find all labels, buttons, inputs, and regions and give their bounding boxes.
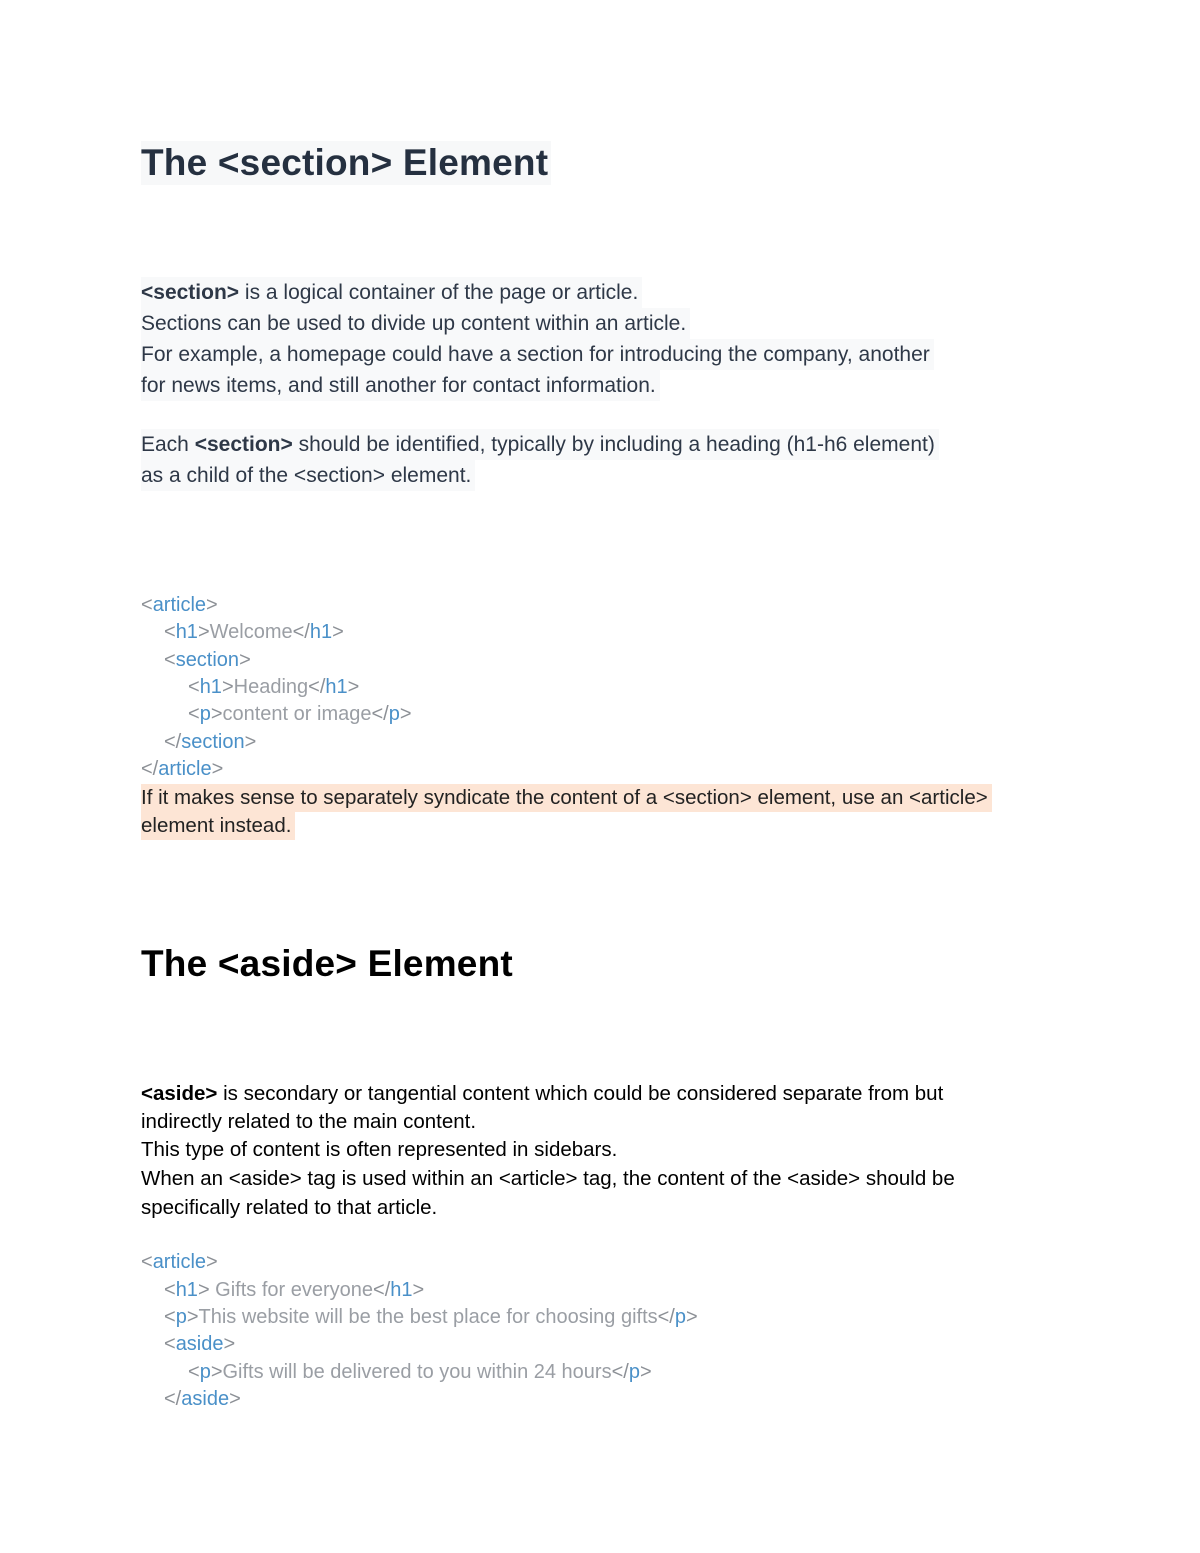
aside-code-line-6: </aside> <box>164 1388 241 1410</box>
section-paragraph-3-line-2: for news items, and still another for contact information. <box>141 370 660 401</box>
section-code-line-3: <section> <box>164 649 251 671</box>
section-code-line-7: </article> <box>141 758 224 780</box>
section-p1-text: is a logical container of the page or article. <box>239 281 639 304</box>
aside-code-line-3: <p>This website will be the best place for choosing gifts</p> <box>164 1306 698 1328</box>
section-paragraph-2: Sections can be used to divide up content within an article. <box>141 308 690 339</box>
section-tag-bold-2: <section> <box>194 433 293 456</box>
section-paragraph-3-line-1: For example, a homepage could have a section for introducing the company, another <box>141 339 934 370</box>
section-note-line-1: If it makes sense to separately syndicate the content of a <section> element, use an <article> <box>141 784 992 812</box>
aside-code-line-4: <aside> <box>164 1333 236 1355</box>
section-code-line-6: </section> <box>164 731 257 753</box>
aside-tag-bold: <aside> <box>141 1082 218 1105</box>
section-code-line-1: <article> <box>141 594 218 616</box>
section-code-line-4: <h1>Heading</h1> <box>188 676 360 698</box>
aside-paragraph-1-line-1: <aside> is secondary or tangential content which could be considered separate from but <box>141 1082 944 1105</box>
aside-code-line-2: <h1> Gifts for everyone</h1> <box>164 1279 425 1301</box>
section-note-line-2: element instead. <box>141 812 295 840</box>
section-tag-bold: <section> <box>141 281 240 304</box>
aside-paragraph-3-line-2: specifically related to that article. <box>141 1196 438 1219</box>
aside-paragraph-1-line-2: indirectly related to the main content. <box>141 1110 477 1133</box>
aside-paragraph-2: This type of content is often represented in sidebars. <box>141 1138 618 1161</box>
aside-heading: The <aside> Element <box>141 943 513 984</box>
aside-code-line-1: <article> <box>141 1251 218 1273</box>
section-code-line-2: <h1>Welcome</h1> <box>164 621 344 643</box>
section-paragraph-1 <box>141 277 642 308</box>
aside-code-line-5: <p>Gifts will be delivered to you within 24 hours</p> <box>188 1361 652 1383</box>
aside-paragraph-3-line-1: When an <aside> tag is used within an <article> tag, the content of the <aside> should be <box>141 1167 955 1190</box>
section-code-line-5: <p>content or image</p> <box>188 703 412 725</box>
section-paragraph-4-line-1: Each <section> should be identified, typically by including a heading (h1-h6 element) <box>141 429 939 460</box>
section-heading: The <section> Element <box>141 141 551 185</box>
section-paragraph-4-line-2: as a child of the <section> element. <box>141 460 475 491</box>
